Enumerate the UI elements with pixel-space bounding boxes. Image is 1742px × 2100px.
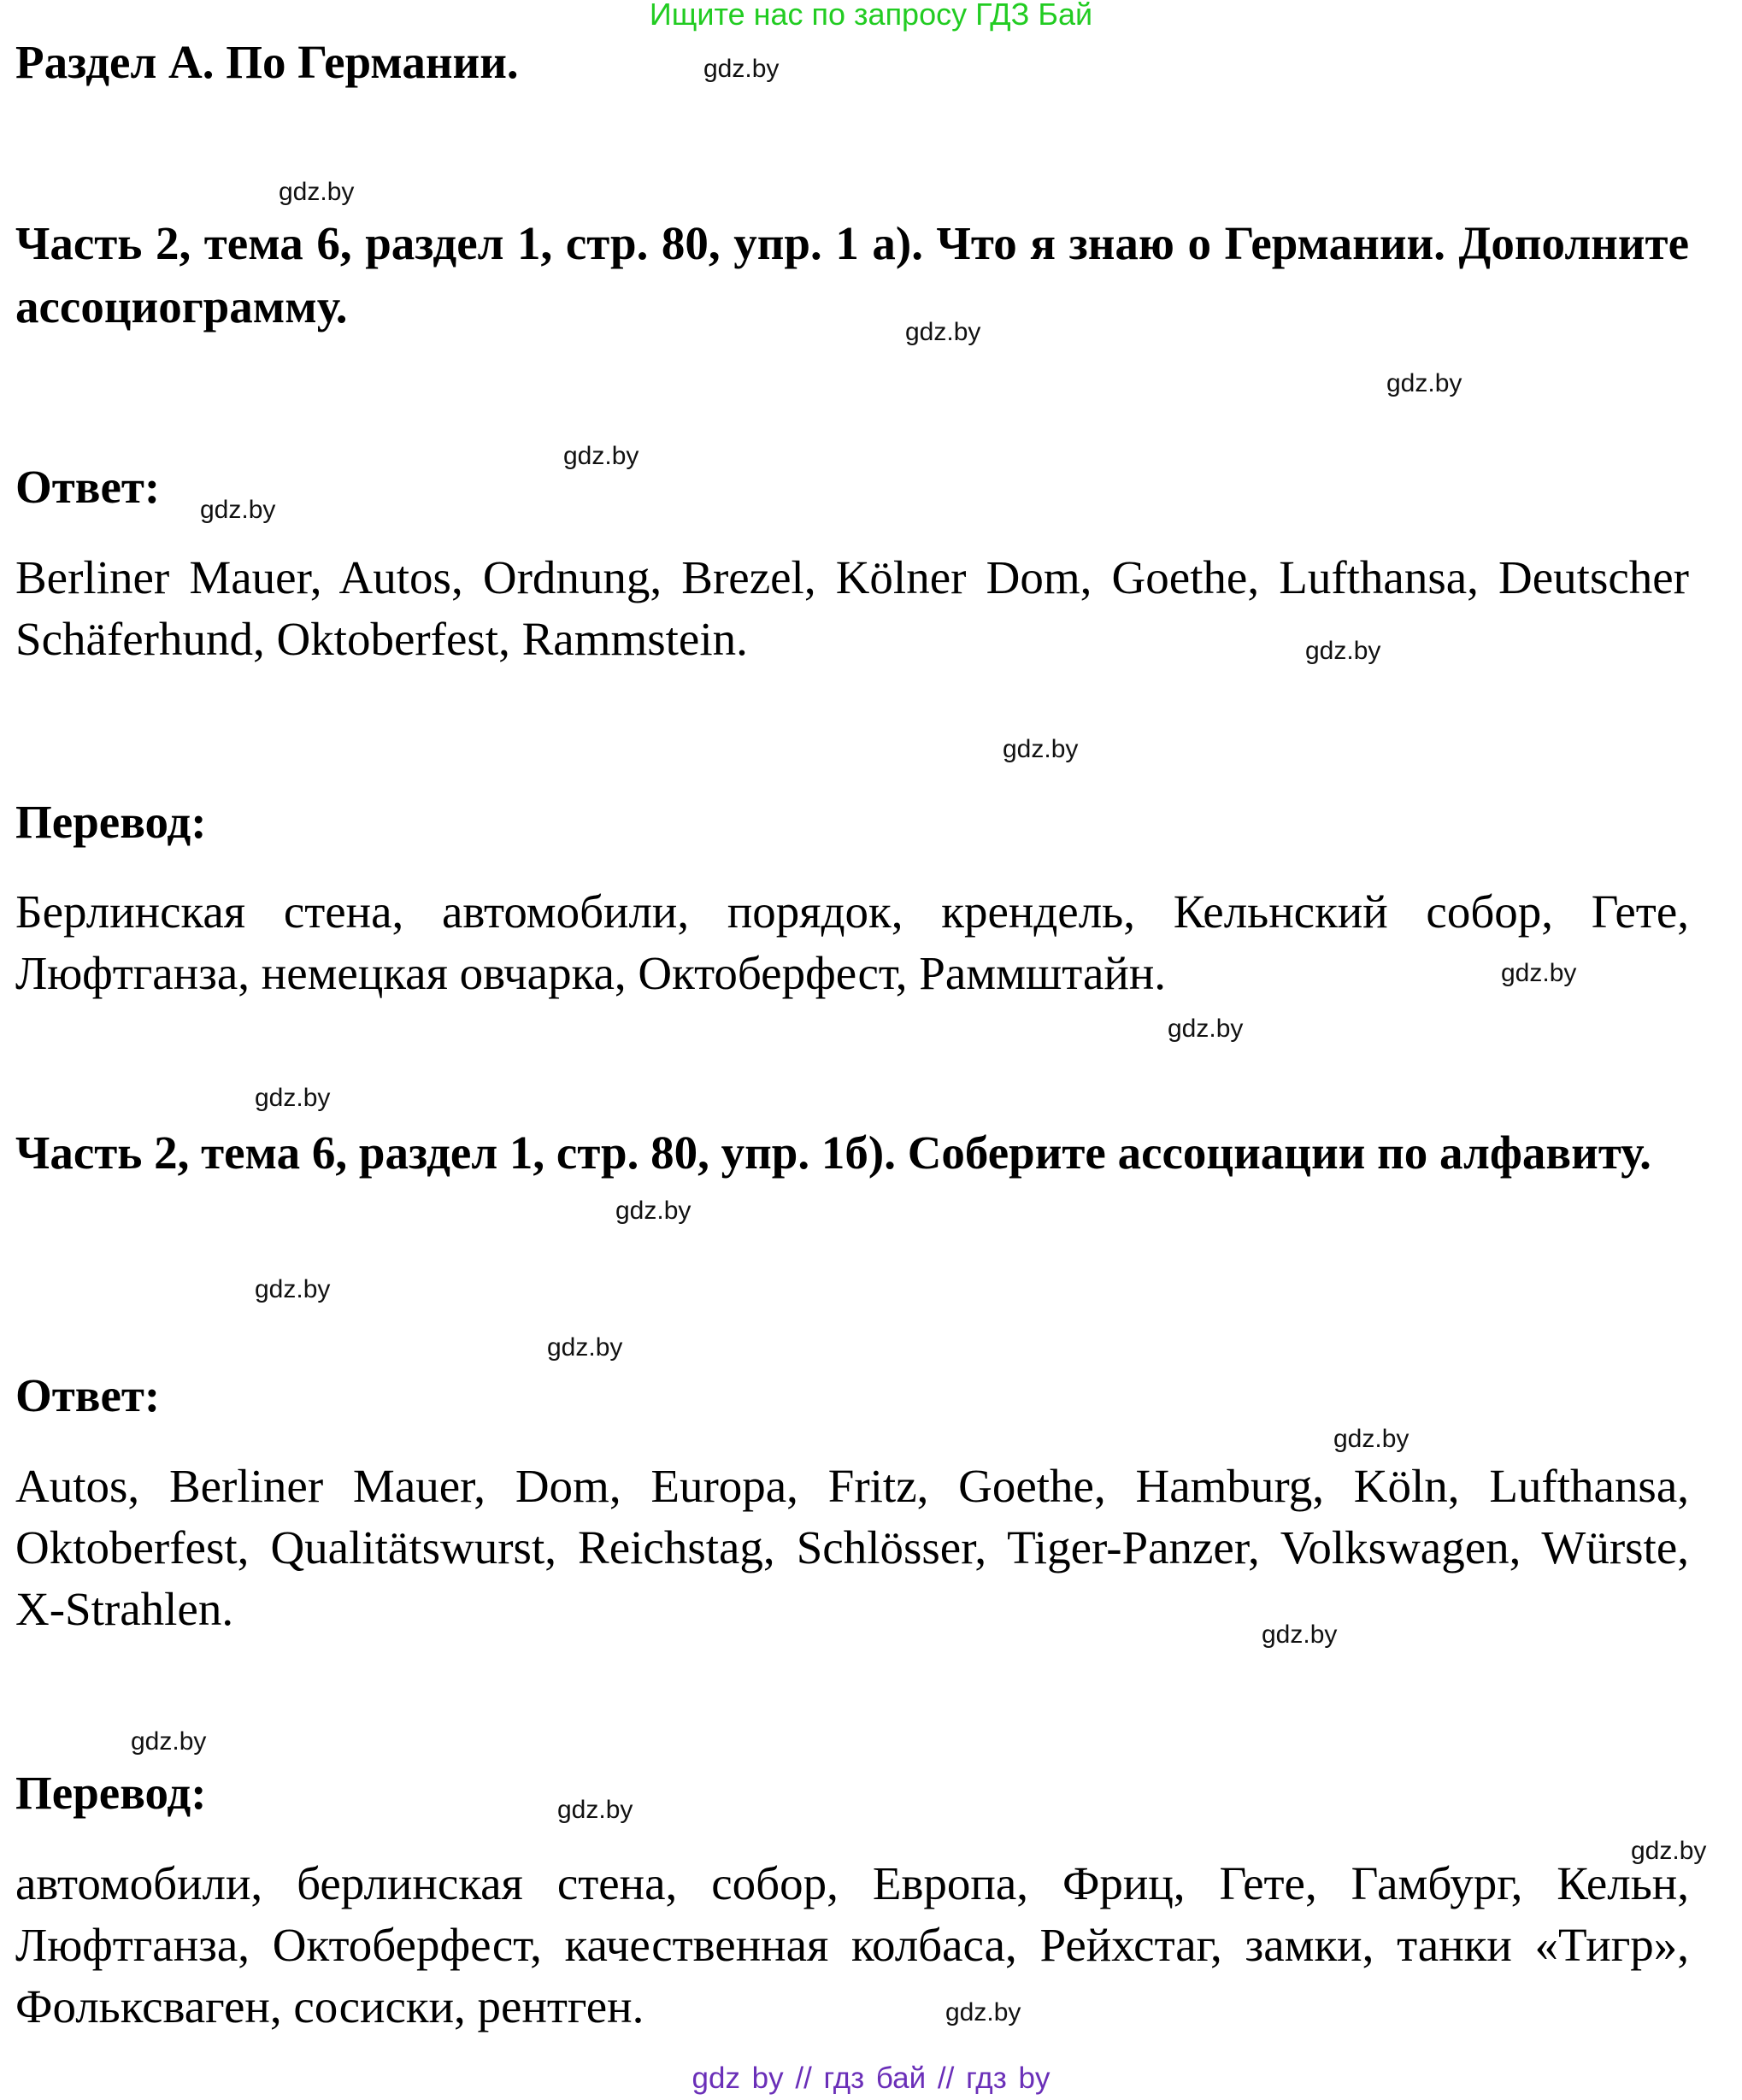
watermark: gdz.by — [255, 1275, 331, 1303]
task1-answer-label: Ответ: — [15, 461, 161, 513]
watermark: gdz.by — [1262, 1621, 1338, 1649]
watermark: gdz.by — [1501, 959, 1577, 987]
watermark: gdz.by — [945, 1998, 1021, 2026]
watermark: gdz.by — [1333, 1425, 1409, 1453]
watermark: gdz.by — [1386, 369, 1462, 397]
watermark: gdz.by — [1168, 1015, 1244, 1043]
watermark: gdz.by — [703, 55, 780, 83]
task1-heading: Часть 2, тема 6, раздел 1, стр. 80, упр. 1 а). Что я знаю о Германии. Дополните ассоциограмму. — [15, 217, 1689, 332]
watermark: gdz.by — [279, 178, 355, 206]
promo-banner: Ищите нас по запросу ГДЗ Бай — [649, 0, 1093, 32]
watermark: gdz.by — [615, 1197, 692, 1225]
task2-answer-label: Ответ: — [15, 1369, 161, 1421]
task2-answer-text: Autos, Berliner Mauer, Dom, Europa, Fritz, Goethe, Hamburg, Köln, Lufthansa, Oktoberfest, Qualitätswurst, Reichstag, Schlösser, Tiger-Panzer, Volkswagen, Würste, X-Strahlen. — [15, 1460, 1689, 1635]
task2-heading: Часть 2, тема 6, раздел 1, стр. 80, упр. 1б). Соберите ассоциации по алфавиту. — [15, 1126, 1651, 1179]
watermark: gdz.by — [547, 1333, 623, 1362]
watermark: gdz.by — [557, 1796, 633, 1824]
watermark: gdz.by — [131, 1727, 207, 1756]
watermark: gdz.by — [905, 318, 981, 346]
watermark: gdz.by — [255, 1084, 331, 1112]
watermark: gdz.by — [200, 496, 276, 524]
task2-translation-label: Перевод: — [15, 1767, 207, 1819]
watermark: gdz.by — [1631, 1837, 1707, 1865]
task1-translation-text: Берлинская стена, автомобили, порядок, крендель, Кельнский собор, Гете, Люфтганза, немецкая овчарка, Октоберфест, Раммштайн. — [15, 885, 1689, 999]
watermark: gdz.by — [1305, 637, 1381, 665]
section-title: Раздел А. По Германии. — [15, 36, 519, 88]
watermark: gdz.by — [1003, 735, 1079, 763]
task2-translation-text: автомобили, берлинская стена, собор, Европа, Фриц, Гете, Гамбург, Кельн, Люфтганза, Октоберфест, качественная колбаса, Рейхстаг, замки, танки «Тигр», Фольксваген, сосиски, рентген. — [15, 1857, 1689, 2032]
task1-translation-label: Перевод: — [15, 796, 207, 848]
task1-answer-text: Berliner Mauer, Autos, Ordnung, Brezel, Kölner Dom, Goethe, Lufthansa, Deutscher Schäferhund, Oktoberfest, Rammstein. — [15, 551, 1689, 665]
footer-links: gdz by // гдз бай // гдз by — [692, 2062, 1050, 2095]
watermark: gdz.by — [563, 442, 639, 470]
